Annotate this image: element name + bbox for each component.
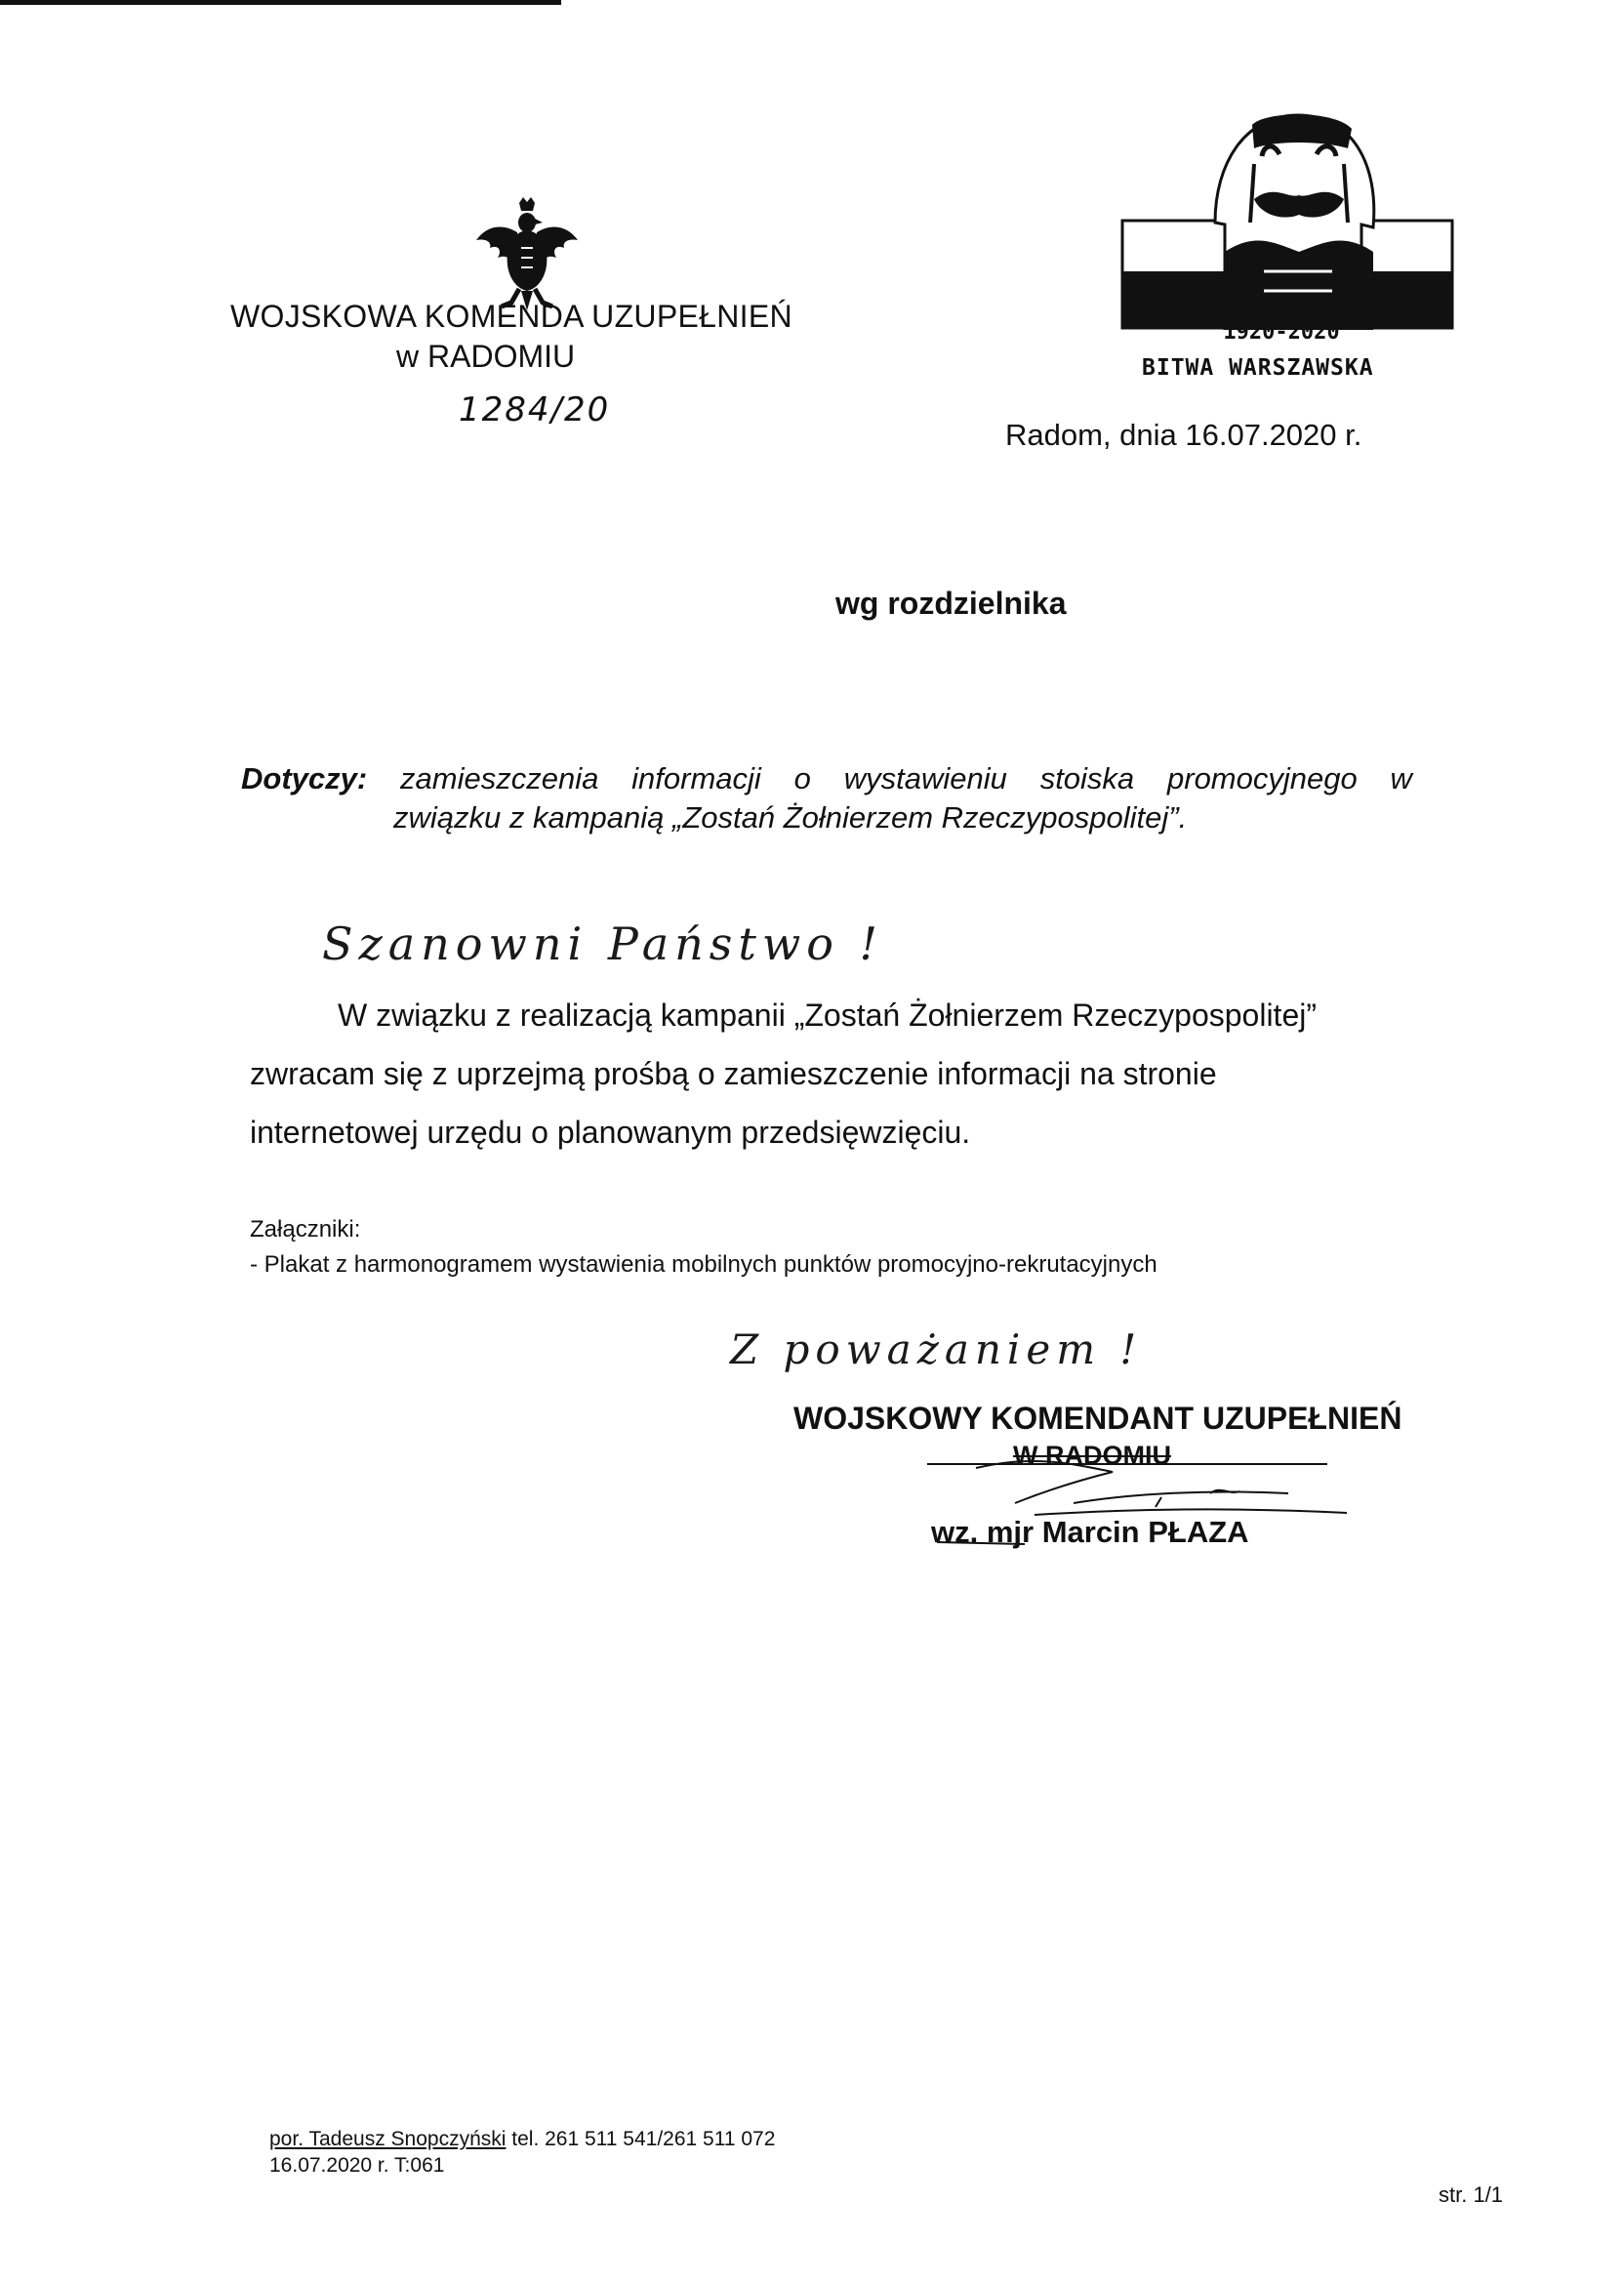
subject-word: o	[793, 761, 811, 795]
attachments-title: Załączniki:	[250, 1216, 361, 1243]
polish-eagle-emblem-icon	[472, 197, 582, 312]
signatory-title: WOJSKOWY KOMENDANT UZUPEŁNIEŃ	[793, 1401, 1402, 1436]
addressee: wg rozdzielnika	[835, 586, 1067, 621]
subject-word: informacji	[631, 761, 761, 795]
signatory-name: wz. mjr Marcin PŁAZA	[931, 1515, 1249, 1549]
place-and-date: Radom, dnia 16.07.2020 r.	[1005, 418, 1362, 452]
body-line: zwracam się z uprzejmą prośbą o zamieszczenie informacji na stronie	[250, 1056, 1217, 1091]
author-name: por. Tadeusz Snopczyński	[269, 2128, 507, 2150]
page-number: str. 1/1	[1439, 2182, 1504, 2207]
subject-word: w	[1390, 761, 1412, 795]
subject-word: promocyjnego	[1167, 761, 1358, 795]
body-line: internetowej urzędu o planowanym przedsięwzięciu.	[250, 1115, 971, 1150]
logo-title: BITWA WARSZAWSKA	[1142, 355, 1374, 381]
logo-years: 1920-2020	[1223, 320, 1340, 345]
subject-word: wystawieniu	[843, 761, 1007, 795]
subject-line-1	[241, 759, 1412, 798]
author-date-ref: 16.07.2020 r. T:061	[269, 2154, 445, 2177]
handwritten-closing: Z poważaniem !	[730, 1325, 1143, 1373]
handwritten-greeting: Szanowni Państwo !	[322, 917, 884, 970]
subject-word: stoiska	[1039, 761, 1135, 795]
signatory-unit: W RADOMIU	[1013, 1441, 1171, 1470]
author-line	[269, 2128, 775, 2151]
attachment-item: - Plakat z harmonogramem wystawienia mobilnych punktów promocyjno-rekrutacyjnych	[250, 1251, 1157, 1278]
institution-name: WOJSKOWA KOMENDA UZUPEŁNIEŃ	[230, 299, 792, 334]
subject-block	[241, 759, 1412, 838]
subject-label: Dotyczy:	[241, 761, 368, 795]
scan-edge-bar	[0, 0, 561, 5]
institution-city: w RADOMIU	[396, 339, 576, 374]
subject-word: zamieszczenia	[400, 761, 599, 795]
subject-line-2: związku z kampanią „Zostań Żołnierzem Rzeczypospolitej”.	[393, 800, 1188, 835]
battle-of-warsaw-anniversary-logo	[1117, 105, 1459, 330]
author-phone: tel. 261 511 541/261 511 072	[506, 2128, 776, 2150]
registry-number: 1284/20	[459, 390, 611, 429]
letter-body	[250, 986, 1411, 1161]
body-line: W związku z realizacją kampanii „Zostań Żołnierzem Rzeczypospolitej”	[338, 998, 1317, 1033]
